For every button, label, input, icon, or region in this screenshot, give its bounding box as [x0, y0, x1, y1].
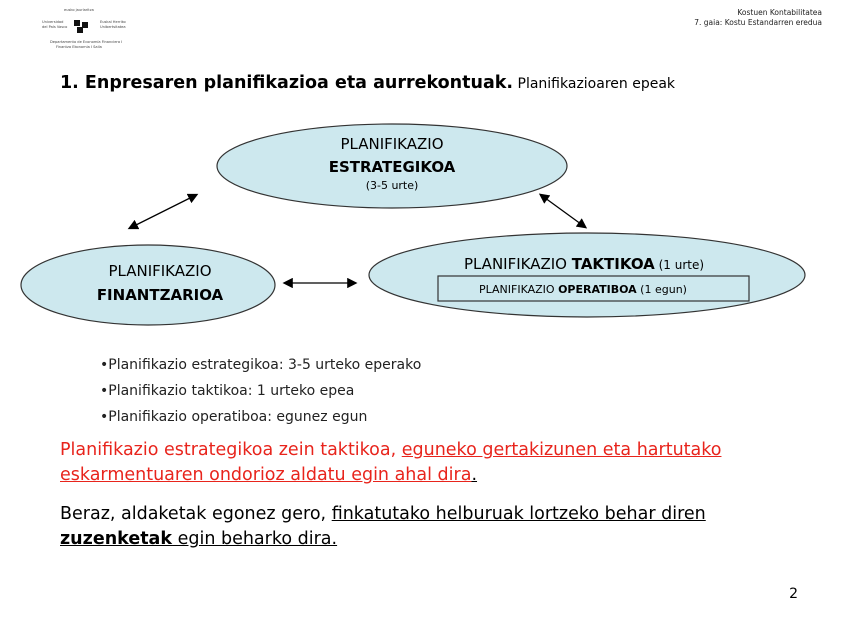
financial-planning-node	[21, 245, 275, 325]
financial-line1: PLANIFIKAZIO	[108, 262, 212, 280]
red-underlined-text: eguneko gertakizunen eta hartutako eskarmentuaren ondorioz aldatu egin ahal dira	[60, 440, 722, 485]
logo-bottom-line2: Finantza Ekonomia I Saila	[56, 45, 102, 49]
tactical-planning-node	[369, 233, 805, 317]
bullet-item: •Planifikazio taktikoa: 1 urteko epea	[100, 383, 355, 399]
logo-right-line1: Euskal Herriko	[100, 20, 126, 24]
bullet-item: •Planifikazio operatiboa: egunez egun	[100, 409, 368, 425]
strategic-line3: (3-5 urte)	[365, 179, 419, 192]
slide-title-sub: Planifikazioaren epeak	[513, 76, 676, 92]
arrow-strategic-tactical	[541, 195, 585, 227]
logo-right-line2: Unibertsitatea	[100, 25, 126, 29]
page-number: 2	[789, 586, 798, 602]
slide-title-main: 1. Enpresaren planifikazioa eta aurrekontuak.	[60, 73, 514, 93]
logo-left-line1: Universidad	[42, 20, 64, 24]
logo-bottom-line1: Departamento de Economía Financiera I	[50, 40, 123, 44]
red-paragraph: Planifikazio estrategikoa zein taktikoa, eguneko gertakizunen eta hartutako eskarmentuaren ondorioz aldatu egin ahal dira.	[60, 440, 722, 485]
strategic-planning-node	[217, 124, 567, 208]
financial-line2: FINANTZARIOA	[96, 286, 224, 304]
tactical-label: PLANIFIKAZIO TAKTIKOA (1 urte)	[463, 255, 705, 273]
course-name: Kostuen Kontabilitatea	[737, 8, 822, 17]
black-underlined-text: finkatutako helburuak lortzeko behar diren zuzenketak egin beharko dira.	[60, 504, 706, 549]
bullet-list	[100, 352, 421, 430]
logo-top-text: eusko jaurlaritza	[64, 8, 94, 12]
operative-label: PLANIFIKAZIO OPERATIBOA (1 egun)	[479, 283, 687, 296]
arrow-strategic-financial	[130, 195, 196, 228]
topic-name: 7. gaia: Kostu Estandarren eredua	[694, 18, 822, 27]
strategic-line2: ESTRATEGIKOA	[328, 158, 456, 176]
black-paragraph: Beraz, aldaketak egonez gero, finkatutako helburuak lortzeko behar diren zuzenketak egin beharko dira.	[60, 504, 706, 549]
bullet-item: •Planifikazio estrategikoa: 3-5 urteko eperako	[100, 357, 422, 373]
logo-left-line2: del País Vasco	[42, 25, 68, 29]
strategic-line1: PLANIFIKAZIO	[340, 135, 444, 153]
